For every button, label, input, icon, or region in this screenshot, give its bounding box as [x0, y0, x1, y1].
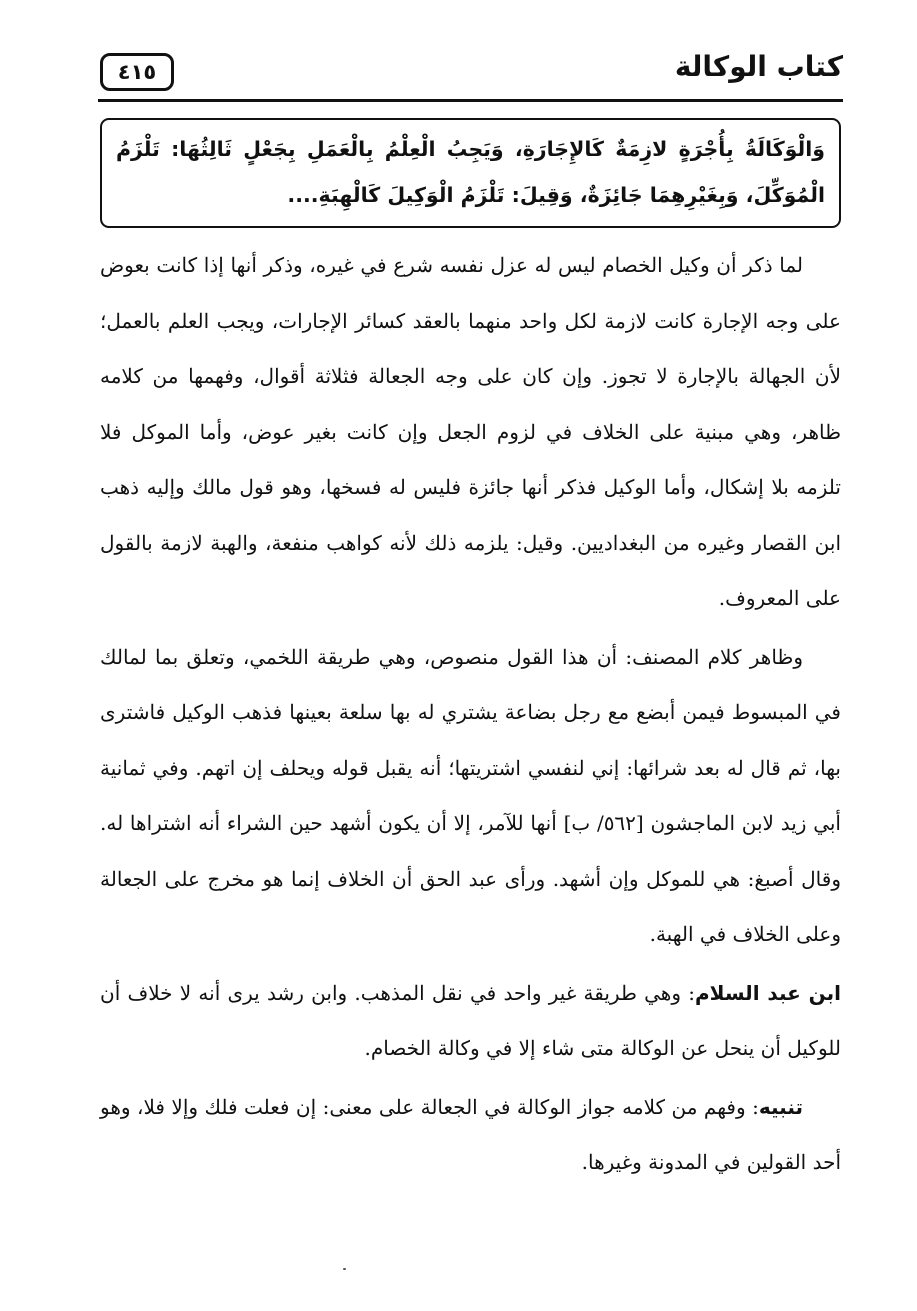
commentary-paragraph-3: [100, 966, 841, 1077]
footer-mark: [343, 1268, 346, 1270]
commentary-body: [100, 238, 841, 1191]
matn-text: وَالْوَكَالَةُ بِأُجْرَةٍ لازِمَةٌ كَالإِجَارَةِ، وَيَجِبُ الْعِلْمُ بِالْعَمَلِ بِجَعْلٍ ثَالِثُهَا: تَلْزَمُ الْمُوَكِّلَ، وَبِغَيْرِهِمَا جَائِزَةٌ، وَقِيلَ: تَلْزَمُ الْوَكِيلَ كَالْهِبَةِ....: [116, 137, 825, 207]
page-number: ٤١٥: [100, 53, 174, 91]
commentary-paragraph-2: وظاهر كلام المصنف: أن هذا القول منصوص، وهي طريقة اللخمي، وتعلق بما لمالك في المبسوط فيمن أبضع مع رجل بضاعة يشتري له بها سلعة بعينها فذهب الوكيل فاشترى بها، ثم قال له بعد شرائها: إني لنفسي اشتريتها؛ أنه يقبل قوله ويحلف إن اتهم. وفي ثمانية أبي زيد لابن الماجشون [٥٦٢/ ب] أنها للآمر، إلا أن يكون أشهد حين الشراء أنه اشتراها له. وقال أصبغ: هي للموكل وإن أشهد. ورأى عبد الحق أن الخلاف إنما هو مخرج على الجعالة وعلى الخلاف في الهبة.: [100, 644, 841, 946]
commentary-paragraph-1: لما ذكر أن وكيل الخصام ليس له عزل نفسه شرع في غيره، وذكر أنها إذا كانت بعوض على وجه الإجارة كانت لازمة لكل واحد منهما بالعقد كسائر الإجارات، ويجب العلم بالعمل؛ لأن الجهالة بالإجارة لا تجوز. وإن كان على وجه الجعالة فثلاثة أقوال، وفهمها من كلامه ظاهر، وهي مبنية على الخلاف في لزوم الجعل وإن كانت بغير عوض، وأما الموكل فلا تلزمه بلا إشكال، وأما الوكيل فذكر أنها جائزة فليس له فسخها، وهو قول مالك وإليه ذهب ابن القصار وغيره من البغداديين. وقيل: يلزمه ذلك لأنه كواهب منفعة، والهبة لازمة بالقول على المعروف.: [100, 253, 842, 610]
header-rule: [98, 99, 843, 102]
author-name: ابن عبد السلام: [694, 980, 841, 1005]
paragraph-3-text: : وهي طريقة غير واحد في نقل المذهب. وابن رشد يرى أنه لا خلاف أن للوكيل أن ينحل عن الوكالة متى شاء إلا في وكالة الخصام.: [100, 980, 841, 1060]
book-title: كتاب الوكالة: [674, 50, 843, 83]
commentary-paragraph-4: [100, 1080, 841, 1191]
page-header: [98, 46, 843, 102]
paragraph-4-text: : وفهم من كلامه جواز الوكالة في الجعالة على معنى: إن فعلت فلك وإلا فلا، وهو أحد القولين في المدونة وغيرها.: [100, 1094, 841, 1174]
note-label: تنبيه: [758, 1094, 803, 1119]
matn-text-box: [100, 118, 841, 228]
